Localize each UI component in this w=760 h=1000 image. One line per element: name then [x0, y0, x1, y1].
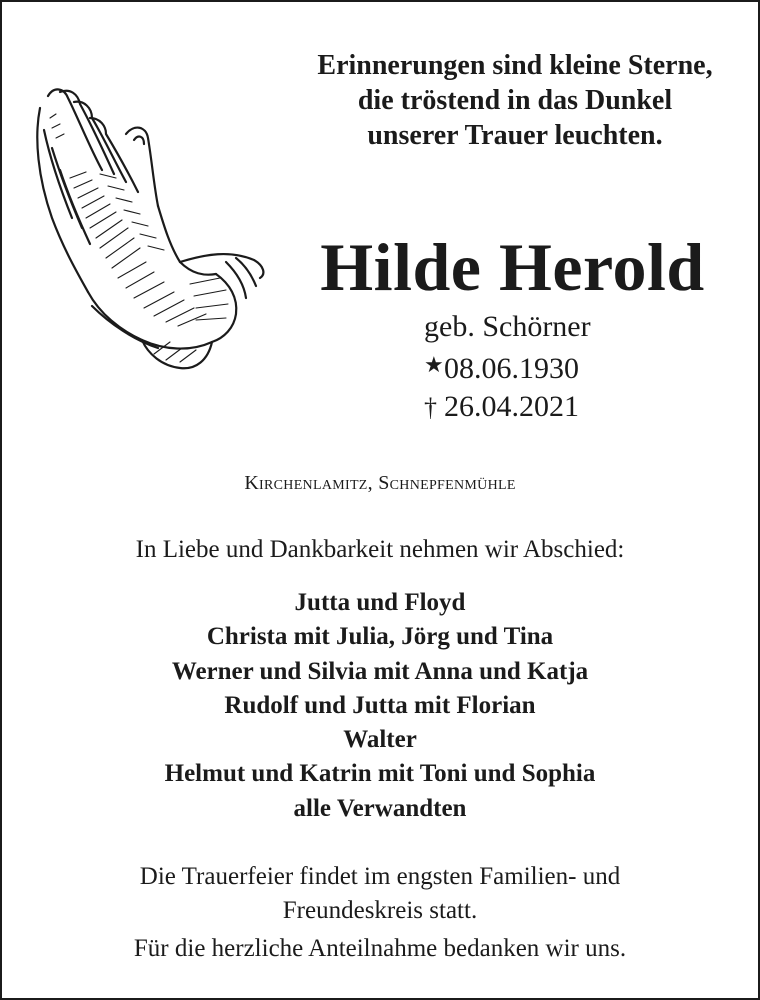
- farewell-intro: In Liebe und Dankbarkeit nehmen wir Abschied:: [135, 536, 625, 563]
- poem-line: unserer Trauer leuchten.: [367, 120, 663, 151]
- closing-line: Freundeskreis statt.: [282, 897, 478, 924]
- cross-icon: †: [424, 393, 437, 422]
- poem-line: Erinnerungen sind kleine Sterne,: [317, 50, 713, 81]
- deceased-name: Hilde Herold: [320, 229, 705, 305]
- mourner-line: Rudolf und Jutta mit Florian: [224, 691, 536, 719]
- mourner-line: alle Verwandten: [293, 794, 467, 822]
- birth-date: 08.06.1930: [444, 352, 579, 385]
- poem-line: die tröstend in das Dunkel: [357, 85, 673, 116]
- death-date-row: [424, 388, 591, 427]
- closing-notice: [0, 860, 760, 966]
- life-details: [424, 308, 591, 427]
- mourner-line: Werner und Silvia mit Anna und Katja: [171, 657, 589, 685]
- star-icon: ★: [424, 352, 444, 377]
- mourner-line: Christa mit Julia, Jörg und Tina: [206, 623, 554, 651]
- mourners-list: [0, 586, 760, 826]
- mourner-line: Walter: [343, 726, 417, 754]
- memorial-poem: [280, 48, 750, 153]
- praying-hands-icon: [30, 78, 275, 378]
- place-of-residence: Kirchenlamitz, Schnepfenmühle: [244, 472, 516, 494]
- closing-line: Die Trauerfeier findet im engsten Familien- und: [139, 863, 621, 890]
- mourner-line: Jutta und Floyd: [294, 589, 466, 616]
- birth-name: geb. Schörner: [424, 310, 591, 343]
- death-date: 26.04.2021: [444, 390, 579, 423]
- closing-thanks: Für die herzliche Anteilnahme bedanken wir uns.: [133, 935, 627, 962]
- mourner-line: Helmut und Katrin mit Toni und Sophia: [164, 760, 596, 788]
- birth-date-row: [424, 346, 591, 388]
